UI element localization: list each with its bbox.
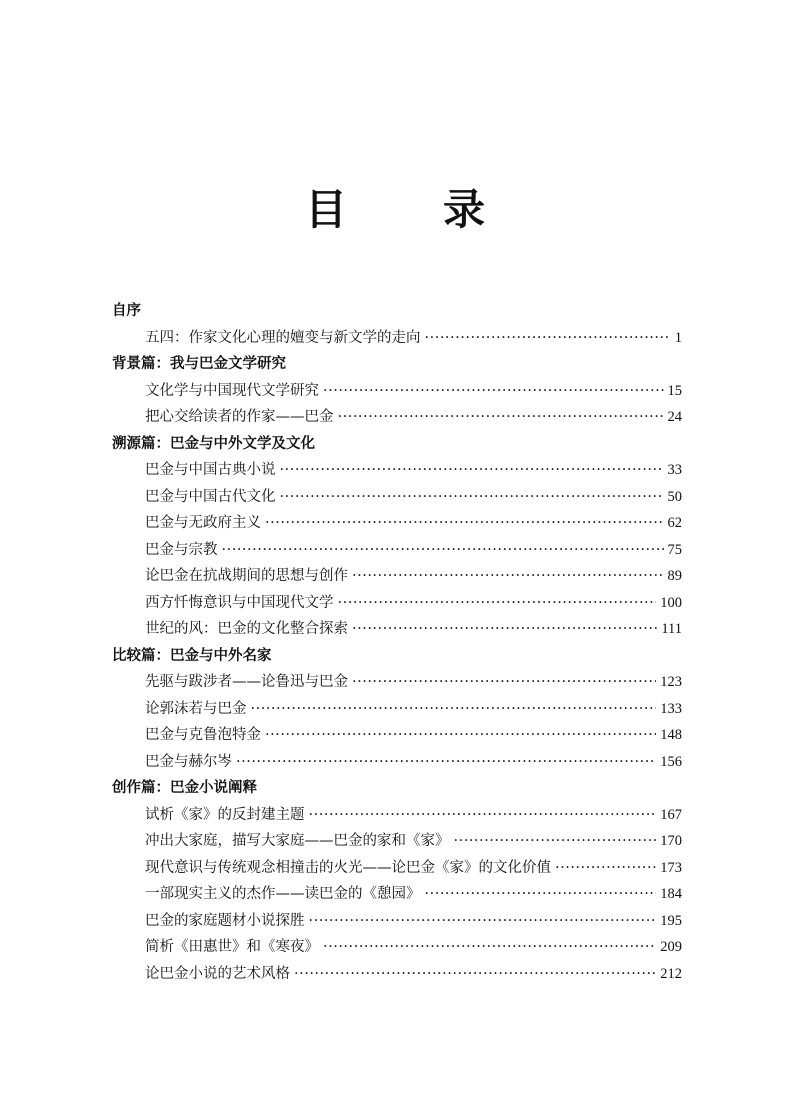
entry-page-number: 75 — [667, 541, 682, 558]
entry-title: 巴金与中国古典小说 — [145, 462, 276, 478]
toc-entry — [145, 457, 682, 484]
table-of-contents — [112, 298, 682, 987]
title-char-2: 录 — [443, 185, 486, 234]
toc-entry — [145, 961, 682, 988]
dot-leader — [352, 669, 656, 696]
dot-leader — [323, 378, 664, 405]
dot-leader — [280, 457, 664, 484]
dot-leader — [309, 802, 657, 829]
dot-leader — [222, 537, 664, 564]
dot-leader — [425, 881, 657, 908]
entry-page-number: 133 — [660, 700, 682, 717]
entry-page-number: 173 — [660, 859, 682, 876]
entry-title: 一部现实主义的杰作——读巴金的《憩园》 — [145, 886, 421, 902]
entry-title: 巴金与赫尔岑 — [145, 753, 232, 770]
dot-leader — [352, 563, 664, 590]
entry-page-number: 170 — [660, 833, 682, 849]
entry-page-number: 123 — [660, 674, 682, 690]
dot-leader — [338, 404, 664, 431]
dot-leader — [352, 616, 657, 643]
dot-leader — [454, 828, 657, 855]
toc-entry — [145, 802, 682, 829]
dot-leader — [323, 934, 656, 961]
toc-entry — [145, 404, 682, 431]
entry-page-number: 89 — [667, 568, 682, 584]
entry-title: 论巴金在抗战期间的思想与创作 — [145, 568, 348, 584]
toc-entry — [145, 616, 682, 643]
entry-title: 先驱与跋涉者——论鲁迅与巴金 — [145, 674, 348, 690]
entry-page-number: 1 — [674, 329, 682, 346]
entry-title: 巴金与无政府主义 — [145, 515, 261, 531]
entry-title: 冲出大家庭，描写大家庭——巴金的家和《家》 — [145, 833, 450, 849]
section-heading: 创作篇：巴金小说阐释 — [112, 780, 257, 796]
toc-entry — [145, 537, 682, 564]
entry-page-number: 195 — [660, 912, 682, 929]
toc-entry — [145, 378, 682, 405]
dot-leader — [265, 510, 664, 537]
entry-page-number: 50 — [667, 488, 682, 505]
dot-leader — [555, 855, 656, 882]
dot-leader — [309, 908, 657, 935]
entry-title: 简析《田惠世》和《寒夜》 — [145, 939, 319, 955]
toc-entry — [145, 669, 682, 696]
entry-page-number: 15 — [667, 382, 682, 399]
dot-leader — [265, 722, 656, 749]
entry-page-number: 100 — [660, 594, 682, 611]
toc-section — [112, 298, 682, 351]
toc-entry — [145, 325, 682, 352]
section-heading: 比较篇：巴金与中外名家 — [112, 647, 272, 664]
toc-entry — [145, 908, 682, 935]
entry-page-number: 209 — [660, 939, 682, 955]
entry-title: 巴金与宗教 — [145, 541, 218, 558]
page-title — [0, 184, 790, 236]
toc-entry — [145, 696, 682, 723]
entry-title: 西方忏悔意识与中国现代文学 — [145, 594, 334, 611]
entry-page-number: 62 — [667, 515, 682, 531]
entry-title: 论巴金小说的艺术风格 — [145, 965, 290, 982]
entry-page-number: 184 — [660, 886, 682, 902]
entry-page-number: 33 — [667, 462, 682, 478]
toc-entry — [145, 484, 682, 511]
toc-section — [112, 775, 682, 987]
entry-page-number: 156 — [660, 753, 682, 770]
section-heading: 自序 — [112, 303, 141, 319]
entry-title: 巴金与中国古代文化 — [145, 488, 276, 505]
entry-title: 世纪的风：巴金的文化整合探索 — [145, 621, 348, 637]
entry-page-number: 111 — [661, 621, 682, 637]
toc-entry — [145, 563, 682, 590]
entry-title: 巴金的家庭题材小说探胜 — [145, 912, 305, 929]
toc-entry — [145, 855, 682, 882]
dot-leader — [338, 590, 657, 617]
entry-title: 试析《家》的反封建主题 — [145, 806, 305, 823]
dot-leader — [236, 749, 656, 776]
entry-page-number: 24 — [667, 409, 682, 425]
toc-entry — [145, 828, 682, 855]
entry-title: 把心交给读者的作家——巴金 — [145, 409, 334, 425]
toc-entry — [145, 749, 682, 776]
toc-entry — [145, 881, 682, 908]
toc-entry — [145, 722, 682, 749]
toc-section — [112, 431, 682, 643]
entry-title: 文化学与中国现代文学研究 — [145, 382, 319, 399]
entry-page-number: 148 — [660, 727, 682, 743]
section-heading: 溯源篇：巴金与中外文学及文化 — [112, 435, 315, 452]
toc-entry — [145, 590, 682, 617]
dot-leader — [251, 696, 657, 723]
toc-section — [112, 351, 682, 431]
entry-page-number: 167 — [660, 806, 682, 823]
entry-page-number: 212 — [660, 965, 682, 982]
dot-leader — [294, 961, 656, 988]
entry-title: 五四：作家文化心理的嬗变与新文学的走向 — [145, 329, 421, 346]
entry-title: 现代意识与传统观念相撞击的火光——论巴金《家》的文化价值 — [145, 859, 551, 876]
toc-entry — [145, 934, 682, 961]
dot-leader — [425, 325, 671, 352]
toc-section — [112, 643, 682, 776]
entry-title: 论郭沫若与巴金 — [145, 700, 247, 717]
entry-title: 巴金与克鲁泡特金 — [145, 727, 261, 743]
section-heading: 背景篇：我与巴金文学研究 — [112, 356, 286, 372]
toc-entry — [145, 510, 682, 537]
dot-leader — [280, 484, 664, 511]
title-char-1: 目 — [304, 185, 347, 234]
